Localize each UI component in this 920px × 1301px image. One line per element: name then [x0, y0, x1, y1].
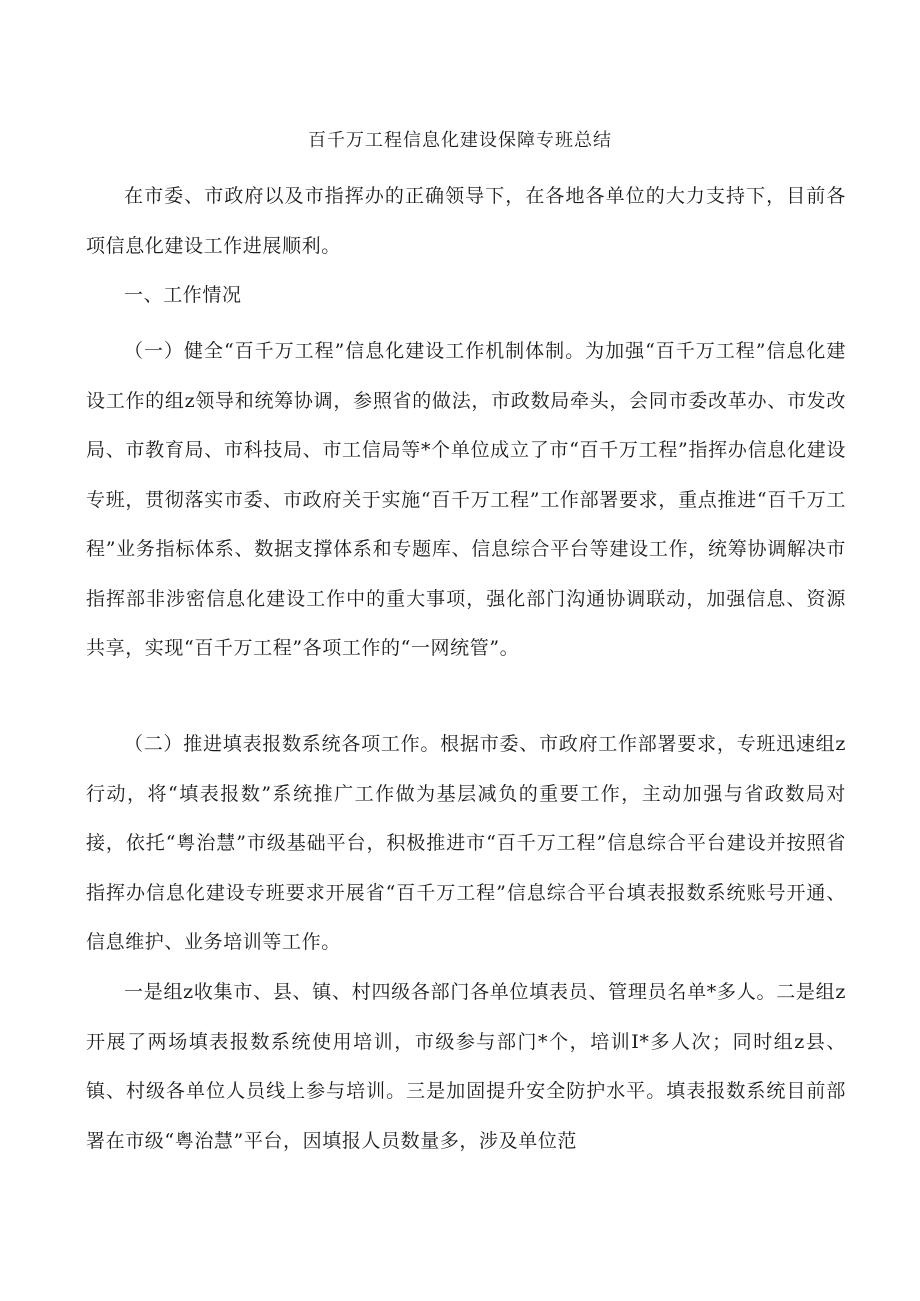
paragraph-details: 一是组z收集市、县、镇、村四级各部门各单位填表员、管理员名单*多人。二是组z开展了两场填表报数系统使用培训，市级参与部门*个，培训I*多人次；同时组z县、镇、村级各单位人员线上参与培训。三是加固提升安全防护水平。填表报数系统目前部署在市级“粤治慧”平台，因填报人员数量多，涉及单位范 — [86, 981, 846, 1152]
paragraph-reporting-system: （二）推进填表报数系统各项工作。根据市委、市政府工作部署要求，专班迅速组z行动，将“填表报数”系统推广工作做为基层减负的重要工作，主动加强与省政数局对接，依托“粤治慧”市级基础平台，积极推进市“百千万工程”信息综合平台建设并按照省指挥办信息化建设专班要求开展省“百千万工程”信息综合平台填表报数系统账号开通、信息维护、业务培训等工作。 — [86, 733, 846, 953]
paragraph-intro: 在市委、市政府以及市指挥办的正确领导下，在各地各单位的大力支持下，目前各项信息化建设工作进展顺利。 — [86, 185, 846, 257]
paragraph-mechanism: （一）健全“百千万工程”信息化建设工作机制体制。为加强“百千万工程”信息化建设工作的组z领导和统筹协调，参照省的做法，市政数局牵头，会同市委改革办、市发改局、市教育局、市科技局、市工信局等*个单位成立了市“百千万工程”指挥办信息化建设专班，贯彻落实市委、市政府关于实施“百千万工程”工作部署要求，重点推进“百千万工程”业务指标体系、数据支撑体系和专题库、信息综合平台等建设工作，统筹协调解决市指挥部非涉密信息化建设工作中的重大事项，强化部门沟通协调联动，加强信息、资源共享，实现“百千万工程”各项工作的“一网统管”。 — [86, 340, 846, 659]
section-heading-work-status: 一、工作情况 — [124, 284, 242, 306]
document-title: 百千万工程信息化建设保障专班总结 — [308, 130, 612, 151]
